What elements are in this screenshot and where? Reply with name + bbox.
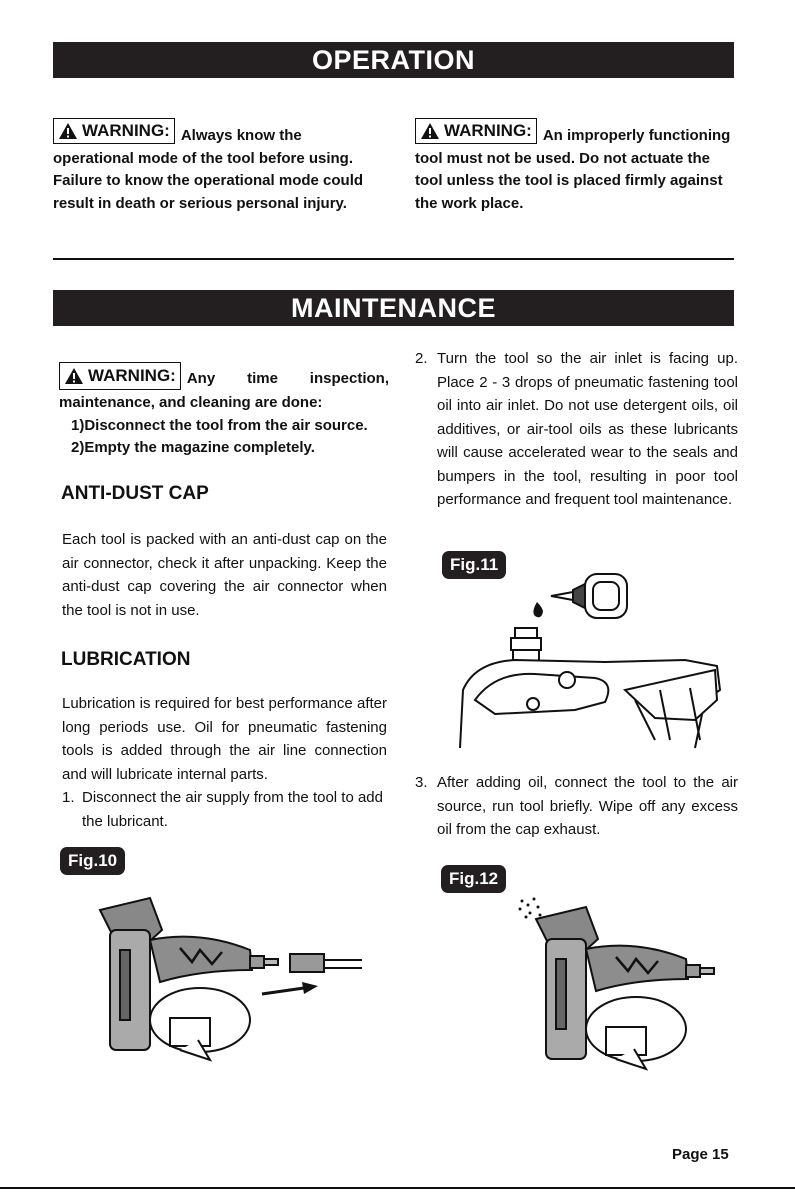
maintenance-title: MAINTENANCE [291, 293, 496, 323]
maintenance-warning [59, 362, 389, 460]
fig10-label-wrap [60, 847, 125, 875]
lubrication-step-2 [415, 347, 738, 512]
oil-drop-icon [533, 602, 543, 617]
warning-triangle-icon [58, 122, 78, 140]
step-text: Turn the tool so the air inlet is facing up. Place 2 - 3 drops of pneumatic fastening tool oil into air inlet. Do not use detergent oils, oil additives, or air-tool oils as these lubricants will cause accelerated wear to the seals and bumpers in the tool, resulting in poor tool performance and frequent tool maintenance. [437, 350, 738, 508]
lubrication-intro: Lubrication is required for best performance after long periods use. Oil for pneumatic fastening tools is added through the air line connection and will lubricate internal parts. [62, 695, 387, 783]
fig11-label: Fig.11 [442, 551, 506, 579]
anti-dust-heading: ANTI-DUST CAP [61, 483, 209, 504]
lubrication-step-3 [415, 771, 738, 842]
warning-label-box [53, 118, 175, 144]
step-number: 2. [415, 350, 428, 367]
fig10-illustration [80, 890, 370, 1070]
lubrication-step-1 [62, 786, 387, 833]
warning-text: operational mode of the tool before using. Failure to know the operational mode could result in death or serious personal injury. [53, 149, 364, 212]
step-text: Disconnect the air supply from the tool to add the lubricant. [82, 789, 383, 830]
operation-warning-right [415, 118, 737, 215]
operation-title: OPERATION [311, 45, 475, 75]
arrow-right-icon [262, 982, 318, 994]
warning-label-box [415, 118, 537, 144]
exhaust-spray-icon [519, 898, 542, 919]
warning-lead: An improperly [542, 127, 645, 144]
warning-lead: Always know the [180, 127, 302, 144]
warning-triangle-icon [420, 122, 440, 140]
warning-step-1: 1)Disconnect the tool from the air source. [71, 416, 368, 434]
anti-dust-body: Each tool is packed with an anti-dust cap on the air connector, check it after unpacking. Keep the anti-dust cap covering the air connector when the tool is not in use. [62, 531, 387, 619]
warning-label: WARNING: [88, 366, 176, 385]
warning-text: functioning tool must not be used. Do not actuate the tool unless the tool is placed firmly against the work place. [415, 127, 731, 212]
fig10-label: Fig.10 [60, 847, 125, 875]
warning-label: WARNING: [82, 121, 170, 140]
operation-banner [53, 42, 734, 78]
oil-bottle-icon [551, 574, 627, 618]
operation-warning-left [53, 118, 378, 215]
page-number: Page 15 [672, 1146, 729, 1163]
warning-label-box [59, 362, 181, 390]
warning-label: WARNING: [444, 121, 532, 140]
warning-lead: Any time inspection, [186, 369, 389, 387]
warning-step-2: 2)Empty the magazine completely. [71, 439, 315, 456]
section-divider [53, 258, 734, 260]
step-number: 1. [62, 789, 75, 806]
maintenance-banner [53, 290, 734, 326]
bottom-rule [0, 1187, 795, 1189]
step-number: 3. [415, 774, 428, 791]
fig12-label: Fig.12 [441, 865, 506, 893]
lubrication-body [62, 692, 387, 833]
step-text: After adding oil, connect the tool to the air source, run tool briefly. Wipe off any excess oil from the cap exhaust. [437, 774, 738, 838]
fig12-illustration [510, 893, 720, 1073]
warning-text: maintenance, and cleaning are done: [59, 394, 323, 411]
fig11-illustration [455, 570, 745, 750]
warning-triangle-icon [64, 367, 84, 385]
lubrication-heading: LUBRICATION [61, 649, 191, 670]
fig12-label-wrap [441, 865, 506, 893]
